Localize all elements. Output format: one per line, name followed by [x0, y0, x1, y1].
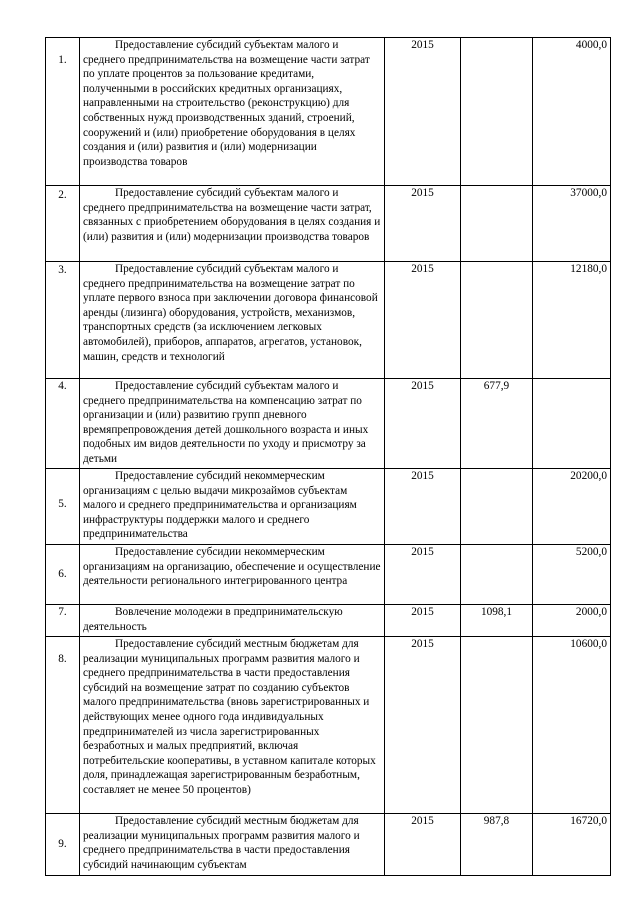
year-cell: 2015 — [385, 545, 461, 605]
measure-name: Предоставление субсидии некоммерческим организациям на организацию, обеспечение и осуществление деятельности регионального интегрированного центра — [80, 545, 385, 605]
table-row — [46, 545, 611, 605]
table-row — [46, 38, 611, 186]
year-cell: 2015 — [385, 262, 461, 379]
row-number: 3. — [46, 262, 80, 379]
measure-name: Предоставление субсидий субъектам малого и среднего предпринимательства на возмещение затрат по уплате первого взноса при заключении договора финансовой аренды (лизинга) оборудования, устройств, механизмов, транспортных средств (за исключением легковых автомобилей), приборов, аппаратов, агрегатов, установок, машин, средств и технологий — [80, 262, 385, 379]
table-row — [46, 262, 611, 379]
value-cell-1: 1098,1 — [461, 605, 533, 637]
table-row — [46, 379, 611, 469]
year-cell: 2015 — [385, 379, 461, 469]
value-cell-2: 20200,0 — [533, 469, 611, 545]
row-number: 7. — [46, 605, 80, 637]
row-number: 2. — [46, 186, 80, 262]
value-cell-2: 16720,0 — [533, 814, 611, 876]
measure-name: Вовлечение молодежи в предпринимательскую деятельность — [80, 605, 385, 637]
year-cell: 2015 — [385, 605, 461, 637]
value-cell-2: 5200,0 — [533, 545, 611, 605]
measure-name: Предоставление субсидий субъектам малого и среднего предпринимательства на компенсацию затрат по организации и (или) развитию групп дневного времяпрепровождения детей дошкольного возраста и иных подобных им видов деятельности по уходу и присмотру за детьми — [80, 379, 385, 469]
row-number: 1. — [46, 38, 80, 186]
value-cell-2: 10600,0 — [533, 637, 611, 814]
row-number: 9. — [46, 814, 80, 876]
table-row — [46, 637, 611, 814]
row-number: 5. — [46, 469, 80, 545]
measure-name: Предоставление субсидий субъектам малого и среднего предпринимательства на возмещение части затрат, связанных с приобретением оборудования в целях создания и (или) развития и (или) модернизации производства товаров — [80, 186, 385, 262]
value-cell-1 — [461, 545, 533, 605]
year-cell: 2015 — [385, 38, 461, 186]
value-cell-2: 12180,0 — [533, 262, 611, 379]
value-cell-1 — [461, 469, 533, 545]
row-number: 8. — [46, 637, 80, 814]
value-cell-2: 2000,0 — [533, 605, 611, 637]
table-row — [46, 186, 611, 262]
table-row — [46, 605, 611, 637]
row-number: 6. — [46, 545, 80, 605]
value-cell-1 — [461, 186, 533, 262]
year-cell: 2015 — [385, 814, 461, 876]
year-cell: 2015 — [385, 469, 461, 545]
value-cell-1 — [461, 38, 533, 186]
subsidy-table — [45, 37, 611, 876]
measure-name: Предоставление субсидий субъектам малого и среднего предпринимательства на возмещение части затрат по уплате процентов за пользование кредитами, полученными в российских кредитных организациях, направленными на строительство (реконструкцию) для собственных нужд производственных зданий, строений, сооружений и (или) приобретение оборудования в целях создания и (или) развития и (или) модернизации производства товаров — [80, 38, 385, 186]
value-cell-1: 987,8 — [461, 814, 533, 876]
measure-name: Предоставление субсидий некоммерческим организациям с целью выдачи микрозаймов субъектам малого и среднего предпринимательства и организациям инфраструктуры поддержки малого и среднего предпринимательства — [80, 469, 385, 545]
table-row — [46, 469, 611, 545]
measure-name: Предоставление субсидий местным бюджетам для реализации муниципальных программ развития малого и среднего предпринимательства в части предоставления субсидий начинающим субъектам — [80, 814, 385, 876]
value-cell-2 — [533, 379, 611, 469]
year-cell: 2015 — [385, 637, 461, 814]
row-number: 4. — [46, 379, 80, 469]
year-cell: 2015 — [385, 186, 461, 262]
value-cell-2: 37000,0 — [533, 186, 611, 262]
value-cell-1 — [461, 637, 533, 814]
value-cell-1: 677,9 — [461, 379, 533, 469]
value-cell-1 — [461, 262, 533, 379]
table-row — [46, 814, 611, 876]
measure-name: Предоставление субсидий местным бюджетам для реализации муниципальных программ развития малого и среднего предпринимательства в части предоставления субсидий на возмещение затрат по созданию субъектов малого предпринимательства (вновь зарегистрированных и действующих менее одного года индивидуальных предпринимателей из числа зарегистрированных безработных и малых предприятий, включая потребительские кооперативы, в уставном капитале которых доля, принадлежащая зарегистрированным безработным, составляет не менее 50 процентов) — [80, 637, 385, 814]
value-cell-2: 4000,0 — [533, 38, 611, 186]
